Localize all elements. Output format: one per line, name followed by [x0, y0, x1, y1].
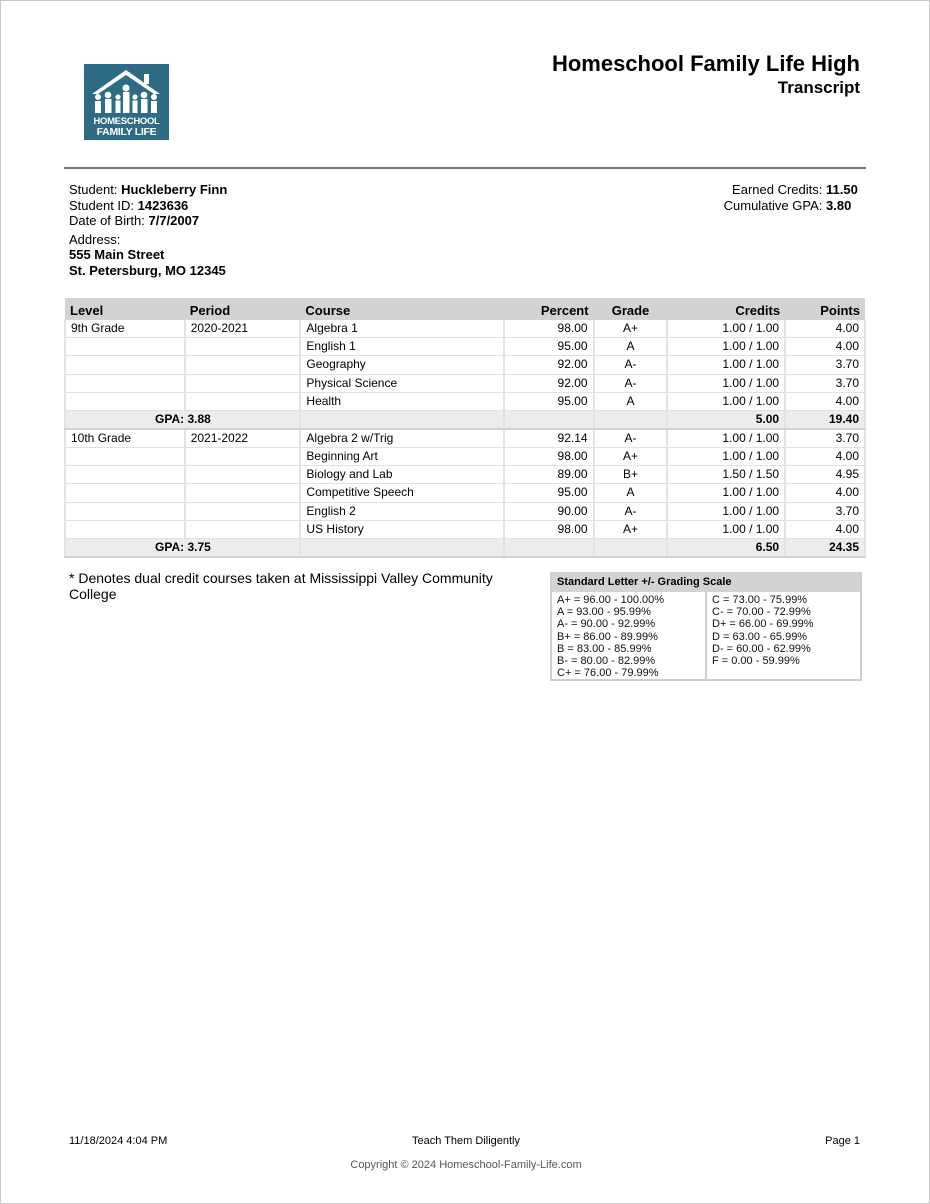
address-label: Address: — [69, 231, 121, 247]
dual-credit-footnote: * Denotes dual credit courses taken at Mississippi Valley Community College — [69, 570, 493, 602]
points-cell: 3.70 — [785, 374, 865, 392]
year-gpa: GPA: 3.88 — [65, 410, 300, 429]
date-of-birth: 7/7/2007 — [148, 213, 200, 228]
year-gpa: GPA: 3.75 — [65, 538, 300, 557]
earned-credits-label: Earned Credits: — [732, 182, 823, 197]
grades-table — [64, 298, 866, 558]
print-timestamp: 11/18/2024 4:04 PM — [69, 1135, 168, 1147]
grading-scale-left-column — [552, 592, 705, 679]
scale-entry: B+ = 86.00 - 89.99% — [557, 630, 658, 643]
percent-cell: 95.00 — [504, 392, 594, 410]
percent-cell: 98.00 — [504, 520, 594, 538]
table-row — [65, 374, 865, 392]
col-header-credits: Credits — [667, 300, 785, 320]
grading-scale-title: Standard Letter +/- Grading Scale — [552, 574, 860, 592]
dob-label: Date of Birth: — [69, 213, 145, 228]
credits-cell: 1.00 / 1.00 — [667, 320, 785, 338]
gpa-summary-row — [65, 538, 865, 557]
house-family-icon — [84, 64, 169, 116]
points-cell: 4.00 — [785, 320, 865, 338]
school-logo — [84, 64, 169, 140]
school-name: Homeschool Family Life High — [551, 51, 860, 76]
col-header-period: Period — [185, 300, 301, 320]
grade-cell: A- — [594, 374, 668, 392]
scale-entry: D = 63.00 - 65.99% — [712, 630, 808, 643]
address-line2: St. Petersburg, MO 12345 — [69, 262, 226, 278]
student-info — [69, 182, 227, 278]
scale-entry: D+ = 66.00 - 69.99% — [712, 618, 814, 631]
period-cell: 2020-2021 — [185, 320, 301, 338]
student-id: 1423636 — [137, 197, 189, 213]
cumulative-totals — [724, 182, 858, 213]
level-cell: 10th Grade — [65, 429, 185, 448]
grade-cell: A- — [594, 429, 668, 448]
scale-entry: F = 0.00 - 59.99% — [712, 655, 800, 668]
student-id-label: Student ID: — [69, 197, 135, 213]
logo-text-line1: HOMESCHOOL — [93, 116, 160, 127]
grade-cell: A+ — [594, 320, 668, 338]
table-row — [65, 447, 865, 465]
table-row — [65, 338, 865, 356]
percent-cell: 90.00 — [504, 502, 594, 520]
copyright-notice: Copyright © 2024 Homeschool-Family-Life.com — [350, 1159, 582, 1171]
grade-cell: A — [594, 392, 668, 410]
scale-entry: A = 93.00 - 95.99% — [557, 606, 651, 619]
grading-scale-right-column — [705, 592, 860, 679]
course-cell: Algebra 1 — [300, 320, 503, 338]
percent-cell: 98.00 — [504, 447, 594, 465]
scale-entry: A- = 90.00 - 92.99% — [557, 618, 656, 631]
header-divider — [64, 167, 866, 169]
credits-cell: 1.00 / 1.00 — [667, 484, 785, 502]
scale-entry: C = 73.00 - 75.99% — [712, 594, 808, 606]
percent-cell: 98.00 — [504, 320, 594, 338]
level-cell: 9th Grade — [65, 320, 185, 338]
grade-cell: A — [594, 338, 668, 356]
col-header-points: Points — [785, 300, 865, 320]
col-header-grade: Grade — [594, 300, 668, 320]
credits-cell: 1.00 / 1.00 — [667, 520, 785, 538]
table-row — [65, 429, 865, 448]
points-cell: 4.00 — [785, 520, 865, 538]
course-cell: English 1 — [300, 338, 503, 356]
points-cell: 4.00 — [785, 338, 865, 356]
course-cell: Biology and Lab — [300, 466, 503, 484]
points-cell: 4.95 — [785, 466, 865, 484]
points-cell: 4.00 — [785, 484, 865, 502]
page-number: Page 1 — [825, 1135, 860, 1147]
course-cell: English 2 — [300, 502, 503, 520]
period-cell: 2021-2022 — [185, 429, 301, 448]
course-cell: US History — [300, 520, 503, 538]
points-cell: 4.00 — [785, 447, 865, 465]
cumulative-gpa: 3.80 — [826, 197, 852, 213]
year-total-credits: 6.50 — [667, 538, 785, 557]
points-cell: 3.70 — [785, 429, 865, 448]
logo-text-line2: FAMILY LIFE — [96, 126, 157, 138]
footer-motto: Teach Them Diligently — [411, 1135, 520, 1147]
course-cell: Beginning Art — [300, 447, 503, 465]
percent-cell: 89.00 — [504, 466, 594, 484]
grade-cell: B+ — [594, 466, 668, 484]
credits-cell: 1.00 / 1.00 — [667, 338, 785, 356]
scale-entry: C+ = 76.00 - 79.99% — [557, 667, 659, 680]
grade-cell: A+ — [594, 447, 668, 465]
scale-entry: D- = 60.00 - 62.99% — [712, 642, 811, 655]
document-title: Transcript — [777, 78, 860, 97]
scale-entry: C- = 70.00 - 72.99% — [712, 606, 811, 619]
address-line1: 555 Main Street — [69, 247, 165, 262]
scale-entry: B- = 80.00 - 82.99% — [557, 655, 656, 668]
table-header-row — [65, 300, 865, 320]
grade-cell: A- — [594, 356, 668, 374]
table-row — [65, 392, 865, 410]
year-total-points: 24.35 — [785, 538, 865, 557]
percent-cell: 92.00 — [504, 374, 594, 392]
percent-cell: 92.14 — [504, 429, 594, 448]
col-header-level: Level — [65, 300, 185, 320]
table-row — [65, 502, 865, 520]
year-total-points: 19.40 — [785, 410, 865, 429]
student-name: Huckleberry Finn — [121, 182, 228, 197]
table-row — [65, 466, 865, 484]
credits-cell: 1.00 / 1.00 — [667, 356, 785, 374]
table-row — [65, 356, 865, 374]
scale-entry: B = 83.00 - 85.99% — [557, 642, 652, 655]
table-row — [65, 320, 865, 338]
course-cell: Competitive Speech — [300, 484, 503, 502]
course-cell: Algebra 2 w/Trig — [300, 429, 503, 448]
grade-cell: A+ — [594, 520, 668, 538]
table-row — [65, 484, 865, 502]
credits-cell: 1.00 / 1.00 — [667, 502, 785, 520]
col-header-course: Course — [300, 300, 503, 320]
credits-cell: 1.00 / 1.00 — [667, 429, 785, 448]
credits-cell: 1.00 / 1.00 — [667, 447, 785, 465]
student-name-label: Student: — [69, 182, 118, 197]
percent-cell: 95.00 — [504, 338, 594, 356]
col-header-percent: Percent — [504, 300, 594, 320]
table-row — [65, 520, 865, 538]
course-cell: Health — [300, 392, 503, 410]
gpa-summary-row — [65, 410, 865, 429]
percent-cell: 95.00 — [504, 484, 594, 502]
credits-cell: 1.50 / 1.50 — [667, 466, 785, 484]
grading-scale-box — [550, 572, 862, 681]
points-cell: 3.70 — [785, 356, 865, 374]
course-cell: Geography — [300, 356, 503, 374]
grade-cell: A- — [594, 502, 668, 520]
points-cell: 4.00 — [785, 392, 865, 410]
earned-credits: 11.50 — [826, 182, 858, 197]
grade-cell: A — [594, 484, 668, 502]
year-total-credits: 5.00 — [667, 410, 785, 429]
credits-cell: 1.00 / 1.00 — [667, 374, 785, 392]
course-cell: Physical Science — [300, 374, 503, 392]
scale-entry: A+ = 96.00 - 100.00% — [557, 594, 665, 606]
points-cell: 3.70 — [785, 502, 865, 520]
cumulative-gpa-label: Cumulative GPA: — [723, 197, 823, 213]
percent-cell: 92.00 — [504, 356, 594, 374]
credits-cell: 1.00 / 1.00 — [667, 392, 785, 410]
